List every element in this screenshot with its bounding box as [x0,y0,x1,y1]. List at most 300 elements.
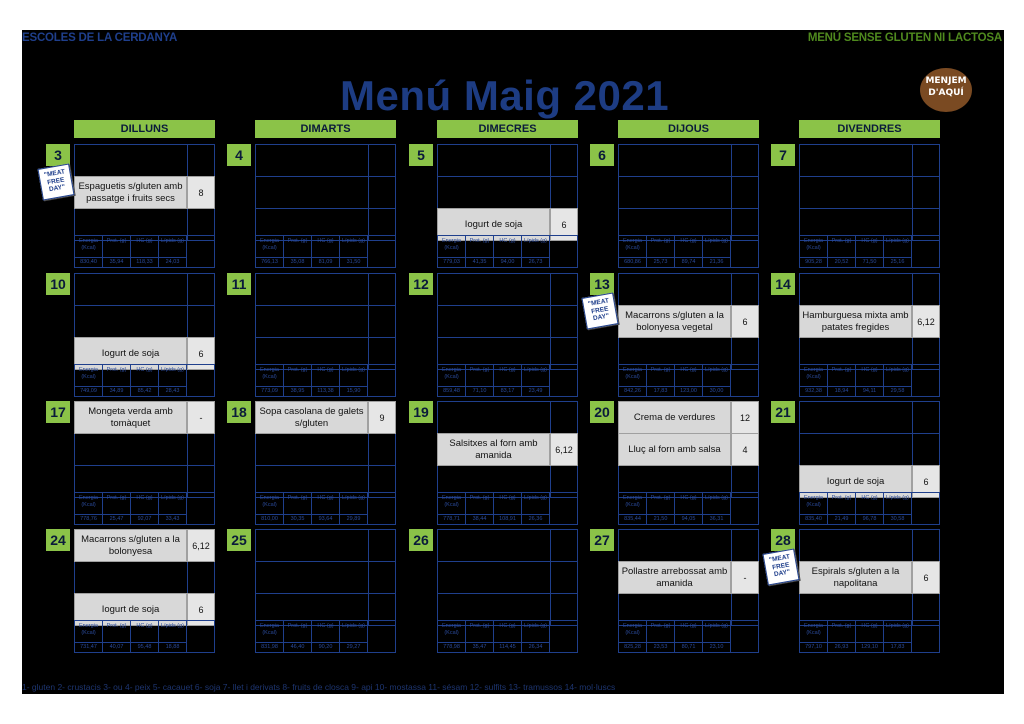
menu-row [437,561,578,594]
nutrition-label: Lípids (g) [705,367,728,373]
nutrition-cell [131,236,159,267]
nutrition-label: Prot. (g) [650,238,671,244]
day-cell-13 [618,273,759,397]
nutrition-label: Lípids (g) [524,367,547,373]
nutrition-cell [884,365,912,396]
nutrition-value: 15,90 [340,386,367,394]
dish-name: Lluç al forn amb salsa [618,433,731,466]
school-name: ESCOLES DE LA CERDANYA [22,32,178,44]
nutrition-label: Prot. (g) [831,367,852,373]
allergen-codes: 6,12 [550,433,578,466]
nutrition-value: 779,03 [438,257,465,265]
row-divider [187,434,188,465]
menu-row [437,273,578,306]
menu-row [437,144,578,177]
nutrition-value: 31,50 [340,257,367,265]
row-divider [550,145,551,176]
nutrition-label: Energia (Kcal) [442,623,461,636]
dish-name: Espaguetis s/gluten amb passatge i fruits secs [74,176,187,209]
nutrition-label: HC (g) [680,367,697,373]
nutrition-label: HC (g) [317,238,334,244]
nutrition-cell [131,493,159,524]
day-cell-18 [255,401,396,525]
day-number: 3 [46,144,70,166]
nutrition-label: HC (g) [136,623,153,629]
nutrition-label: Energia (Kcal) [79,623,98,636]
nutrition-label: Lípids (g) [161,238,184,244]
menu-row [437,529,578,562]
day-number: 6 [590,144,614,166]
day-cell-6 [618,144,759,268]
menu-row [799,433,940,466]
nutrition-cell [800,493,828,524]
nutrition-value: 18,88 [159,642,186,650]
nutrition-table [799,492,940,525]
nutrition-value: 778,76 [75,514,102,522]
menu-row [255,529,396,562]
nutrition-label: HC (g) [680,623,697,629]
allergen-codes: - [187,401,215,434]
nutrition-value: 23,49 [522,386,549,394]
nutrition-cell [828,236,856,267]
nutrition-label: Lípids (g) [524,495,547,501]
nutrition-cell [494,365,522,396]
nutrition-cell [647,493,675,524]
day-cell-4 [255,144,396,268]
nutrition-value: 35,08 [284,257,311,265]
nutrition-value: 90,20 [312,642,339,650]
nutrition-label: HC (g) [499,495,516,501]
row-divider [731,274,732,305]
row-divider [550,530,551,561]
nutrition-table [437,235,578,268]
menu-row [255,305,396,338]
nutrition-label: Lípids (g) [342,238,365,244]
meat-free-day-badge: "MEAT FREE DAY" [581,292,618,329]
day-cell-26 [437,529,578,653]
menu-row [618,273,759,306]
nutrition-label: Prot. (g) [287,238,308,244]
allergen-codes: 4 [731,433,759,466]
nutrition-value: 30,35 [284,514,311,522]
nutrition-value: 905,28 [800,257,827,265]
meat-free-day-badge: "MEAT FREE DAY" [37,163,74,200]
day-cell-19 [437,401,578,525]
row-divider [187,274,188,305]
nutrition-cell [884,621,912,652]
nutrition-table [74,620,215,653]
nutrition-cell [159,621,187,652]
nutrition-value: 30,00 [703,386,730,394]
nutrition-label: Prot. (g) [106,238,127,244]
nutrition-label: HC (g) [317,495,334,501]
nutrition-value: 96,78 [856,514,883,522]
nutrition-value: 30,58 [884,514,911,522]
nutrition-label: Energia (Kcal) [623,623,642,636]
nutrition-cell [522,365,550,396]
nutrition-value: 835,40 [800,514,827,522]
nutrition-label: Energia (Kcal) [442,238,461,251]
nutrition-cell [103,365,131,396]
nutrition-cell [619,621,647,652]
nutrition-cell [466,365,494,396]
menu-row [74,305,215,338]
dish-name: Mongeta verda amb tomàquet [74,401,187,434]
nutrition-label: HC (g) [861,495,878,501]
row-divider [368,434,369,465]
nutrition-label: Energia (Kcal) [804,495,823,508]
nutrition-cell [103,621,131,652]
day-cell-10 [74,273,215,397]
nutrition-label: Prot. (g) [287,495,308,501]
nutrition-value: 29,27 [340,642,367,650]
nutrition-cell [522,621,550,652]
nutrition-label: HC (g) [317,623,334,629]
nutrition-cell [703,493,731,524]
nutrition-value: 25,16 [884,257,911,265]
nutrition-value: 108,91 [494,514,521,522]
nutrition-label: Prot. (g) [287,367,308,373]
nutrition-value: 113,38 [312,386,339,394]
nutrition-cell [619,493,647,524]
nutrition-value: 34,89 [103,386,130,394]
menu-row [618,144,759,177]
dish-name: Iogurt de soja [437,208,550,241]
nutrition-cell [312,365,340,396]
day-cell-28 [799,529,940,653]
day-cell-25 [255,529,396,653]
nutrition-value: 21,50 [647,514,674,522]
nutrition-cell [494,236,522,267]
day-header-dimarts: DIMARTS [255,120,396,138]
nutrition-cell [159,493,187,524]
row-divider [912,177,913,208]
day-cell-5 [437,144,578,268]
menu-type: MENÚ SENSE GLUTEN NI LACTOSA [807,32,1002,44]
day-header-dijous: DIJOUS [618,120,759,138]
nutrition-table [255,492,396,525]
nutrition-value: 26,36 [522,514,549,522]
nutrition-cell [494,493,522,524]
logo-line1: MENJEM [925,76,967,86]
nutrition-cell [800,621,828,652]
nutrition-value: 129,10 [856,642,883,650]
dish-name: Iogurt de soja [74,337,187,370]
nutrition-cell [256,621,284,652]
day-cell-24 [74,529,215,653]
row-divider [550,562,551,593]
nutrition-label: Prot. (g) [650,495,671,501]
nutrition-value: 94,00 [494,257,521,265]
nutrition-cell [159,236,187,267]
nutrition-cell [75,621,103,652]
nutrition-label: Prot. (g) [650,367,671,373]
menu-row [799,176,940,209]
nutrition-label: Energia (Kcal) [804,367,823,380]
menu-row [799,273,940,306]
allergen-codes: 6 [912,465,940,498]
nutrition-label: Prot. (g) [106,623,127,629]
nutrition-cell [284,493,312,524]
nutrition-value: 114,45 [494,642,521,650]
day-number: 4 [227,144,251,166]
row-divider [550,274,551,305]
day-cell-27 [618,529,759,653]
nutrition-value: 749,09 [75,386,102,394]
nutrition-cell [856,365,884,396]
allergen-codes: - [731,561,759,594]
row-divider [731,145,732,176]
menu-row [799,144,940,177]
nutrition-cell [828,621,856,652]
dish-name: Sopa casolana de galets s/gluten [255,401,368,434]
row-divider [368,145,369,176]
day-number: 27 [590,529,614,551]
nutrition-cell [884,236,912,267]
nutrition-value: 23,10 [703,642,730,650]
nutrition-table [255,620,396,653]
nutrition-label: Prot. (g) [469,495,490,501]
day-cell-17 [74,401,215,525]
dish-name: Macarrons s/gluten a la bolonyesa vegetal [618,305,731,338]
nutrition-value: 71,50 [856,257,883,265]
nutrition-cell [800,236,828,267]
dish-name: Crema de verdures [618,401,731,434]
row-divider [731,177,732,208]
nutrition-value: 41,35 [466,257,493,265]
nutrition-label: Energia (Kcal) [623,495,642,508]
row-divider [368,177,369,208]
day-number: 12 [409,273,433,295]
nutrition-label: HC (g) [136,367,153,373]
nutrition-cell [284,236,312,267]
menu-row [618,529,759,562]
nutrition-table [618,235,759,268]
allergen-codes: 6 [731,305,759,338]
day-header-dilluns: DILLUNS [74,120,215,138]
nutrition-cell [312,621,340,652]
nutrition-value: 26,34 [522,642,549,650]
nutrition-value: 28,43 [159,386,186,394]
nutrition-label: Lípids (g) [886,238,909,244]
nutrition-label: Lípids (g) [161,367,184,373]
nutrition-table [618,620,759,653]
row-divider [368,562,369,593]
row-divider [368,274,369,305]
nutrition-label: Energia (Kcal) [260,238,279,251]
day-number: 20 [590,401,614,423]
nutrition-cell [131,621,159,652]
nutrition-cell [647,236,675,267]
nutrition-label: HC (g) [680,238,697,244]
allergen-codes: 6 [187,593,215,626]
nutrition-label: Energia (Kcal) [260,623,279,636]
nutrition-cell [131,365,159,396]
nutrition-cell [256,236,284,267]
nutrition-value: 731,47 [75,642,102,650]
nutrition-cell [438,365,466,396]
nutrition-value: 766,13 [256,257,283,265]
nutrition-cell [159,365,187,396]
menu-row [74,144,215,177]
nutrition-value: 123,00 [675,386,702,394]
nutrition-value: 35,47 [466,642,493,650]
nutrition-label: Prot. (g) [831,495,852,501]
dish-name: Macarrons s/gluten a la bolonyesa [74,529,187,562]
nutrition-cell [856,236,884,267]
nutrition-cell [466,493,494,524]
nutrition-value: 94,05 [675,514,702,522]
nutrition-label: Prot. (g) [106,495,127,501]
day-number: 10 [46,273,70,295]
menu-row [618,176,759,209]
nutrition-cell [828,493,856,524]
nutrition-value: 24,03 [159,257,186,265]
nutrition-cell [675,493,703,524]
menu-row [74,273,215,306]
nutrition-value: 797,10 [800,642,827,650]
nutrition-label: Lípids (g) [886,623,909,629]
day-number: 21 [771,401,795,423]
nutrition-label: Energia (Kcal) [442,495,461,508]
logo-line2: D'AQUÍ [928,88,964,98]
nutrition-label: HC (g) [861,238,878,244]
nutrition-label: Lípids (g) [342,367,365,373]
row-divider [550,306,551,337]
dish-name: Pollastre arrebossat amb amanida [618,561,731,594]
nutrition-label: Energia (Kcal) [623,238,642,251]
nutrition-table [799,620,940,653]
nutrition-value: 80,71 [675,642,702,650]
nutrition-label: Lípids (g) [161,623,184,629]
dish-name: Salsitxes al forn amb amanida [437,433,550,466]
nutrition-cell [647,621,675,652]
nutrition-table [74,235,215,268]
nutrition-label: Prot. (g) [831,238,852,244]
dish-name: Espirals s/gluten a la napolitana [799,561,912,594]
menu-row [255,144,396,177]
nutrition-value: 38,44 [466,514,493,522]
day-cell-14 [799,273,940,397]
nutrition-cell [675,236,703,267]
nutrition-cell [284,621,312,652]
nutrition-label: Lípids (g) [524,238,547,244]
nutrition-label: Energia (Kcal) [79,238,98,251]
nutrition-cell [103,493,131,524]
allergen-codes: 6 [550,208,578,241]
nutrition-table [255,235,396,268]
nutrition-value: 94,11 [856,386,883,394]
nutrition-value: 825,28 [619,642,646,650]
nutrition-value: 830,40 [75,257,102,265]
allergen-codes: 6,12 [912,305,940,338]
nutrition-label: HC (g) [136,495,153,501]
nutrition-label: Prot. (g) [469,238,490,244]
nutrition-value: 859,48 [438,386,465,394]
nutrition-label: Lípids (g) [886,495,909,501]
nutrition-cell [340,365,368,396]
day-number: 28 [771,529,795,551]
allergen-codes: 9 [368,401,396,434]
nutrition-label: Energia (Kcal) [804,238,823,251]
row-divider [187,562,188,593]
nutrition-cell [647,365,675,396]
nutrition-cell [75,236,103,267]
nutrition-value: 35,94 [103,257,130,265]
nutrition-label: HC (g) [680,495,697,501]
nutrition-value: 40,07 [103,642,130,650]
nutrition-cell [884,493,912,524]
nutrition-label: Lípids (g) [342,623,365,629]
nutrition-cell [284,365,312,396]
nutrition-cell [675,621,703,652]
day-number: 18 [227,401,251,423]
nutrition-label: Energia (Kcal) [79,367,98,380]
nutrition-value: 26,93 [828,642,855,650]
menu-row [74,561,215,594]
nutrition-value: 89,74 [675,257,702,265]
nutrition-cell [256,493,284,524]
dish-name: Hamburguesa mixta amb patates fregides [799,305,912,338]
nutrition-value: 21,36 [703,257,730,265]
menu-sheet [22,30,1004,694]
nutrition-label: Energia (Kcal) [623,367,642,380]
nutrition-value: 85,42 [131,386,158,394]
nutrition-value: 20,52 [828,257,855,265]
nutrition-cell [312,236,340,267]
nutrition-label: HC (g) [861,623,878,629]
nutrition-table [437,492,578,525]
nutrition-value: 46,40 [284,642,311,650]
nutrition-cell [75,493,103,524]
nutrition-table [799,235,940,268]
nutrition-value: 118,33 [131,257,158,265]
nutrition-value: 25,73 [647,257,674,265]
nutrition-value: 23,53 [647,642,674,650]
nutrition-table [437,364,578,397]
nutrition-label: HC (g) [317,367,334,373]
page-title: Menú Maig 2021 [340,72,670,119]
nutrition-cell [466,236,494,267]
nutrition-label: Lípids (g) [705,495,728,501]
row-divider [550,177,551,208]
allergen-codes: 6 [912,561,940,594]
nutrition-value: 93,64 [312,514,339,522]
menu-row [255,176,396,209]
nutrition-value: 29,58 [884,386,911,394]
nutrition-label: Prot. (g) [106,367,127,373]
day-cell-7 [799,144,940,268]
nutrition-label: Prot. (g) [650,623,671,629]
row-divider [731,530,732,561]
nutrition-value: 21,49 [828,514,855,522]
nutrition-cell [828,365,856,396]
nutrition-table [618,364,759,397]
nutrition-value: 17,83 [647,386,674,394]
menu-row [437,176,578,209]
nutrition-label: Energia (Kcal) [260,495,279,508]
row-divider [187,145,188,176]
nutrition-cell [340,236,368,267]
nutrition-value: 29,89 [340,514,367,522]
nutrition-value: 81,09 [312,257,339,265]
nutrition-label: Energia (Kcal) [442,367,461,380]
nutrition-cell [619,236,647,267]
allergen-codes: 6 [187,337,215,370]
nutrition-value: 17,83 [884,642,911,650]
dish-name: Iogurt de soja [74,593,187,626]
row-divider [912,145,913,176]
